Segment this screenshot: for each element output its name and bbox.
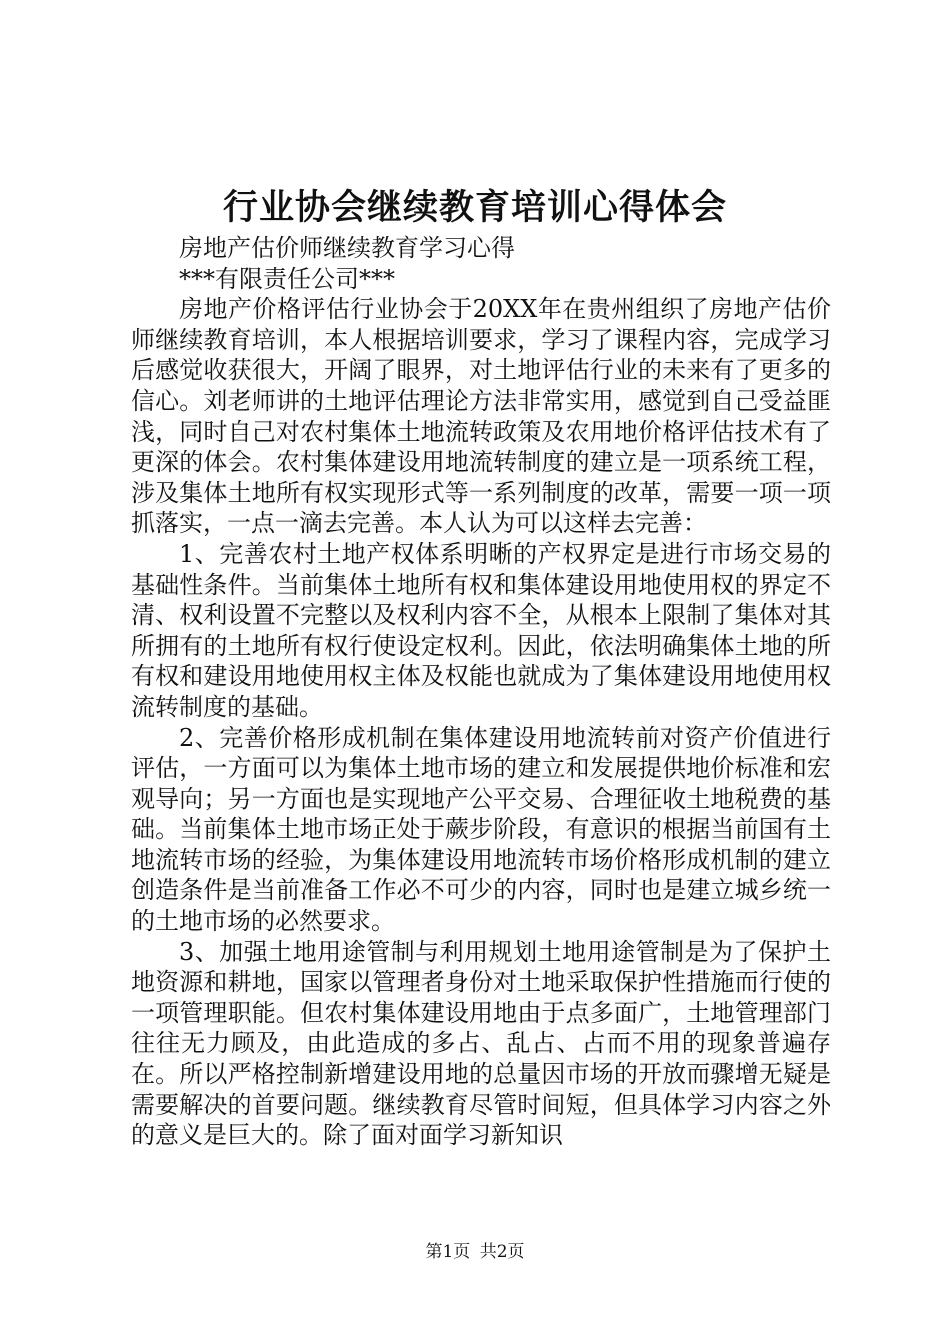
page-number-total: 共2页 xyxy=(479,1242,525,1262)
page-number-current: 第1页 xyxy=(425,1242,471,1262)
document-body xyxy=(131,233,831,1151)
page-footer xyxy=(0,1240,950,1264)
document-title: 行业协会继续教育培训心得体会 xyxy=(222,188,727,228)
intro-paragraph: 房地产价格评估行业协会于20XX年在贵州组织了房地产估价师继续教育培训，本人根据培训要求，学习了课程内容，完成学习后感觉收获很大，开阔了眼界，对土地评估行业的未来有了更多的信心。刘老师讲的土地评估理论方法非常实用，感觉到自己受益匪浅，同时自己对农村集体土地流转政策及农用地价格评估技术有了更深的体会。农村集体建设用地流转制度的建立是一项系统工程，涉及集体土地所有权实现形式等一系列制度的改革，需要一项一项抓落实，一点一滴去完善。本人认为可以这样去完善： xyxy=(131,295,831,538)
company-paragraph: ***有限责任公司*** xyxy=(179,264,395,293)
point-1-paragraph: 1、完善农村土地产权体系明晰的产权界定是进行市场交易的基础性条件。当前集体土地所有权和集体建设用地使用权的界定不清、权利设置不完整以及权利内容不全，从根本上限制了集体对其所拥有的土地所有权行使设定权利。因此，依法明确集体土地的所有权和建设用地使用权主体及权能也就成为了集体建设用地使用权流转制度的基础。 xyxy=(131,539,831,721)
point-2-paragraph: 2、完善价格形成机制在集体建设用地流转前对资产价值进行评估，一方面可以为集体土地市场的建立和发展提供地价标准和宏观导向；另一方面也是实现地产公平交易、合理征收土地税费的基础。当前集体土地市场正处于蕨步阶段，有意识的根据当前国有土地流转市场的经验，为集体建设用地流转市场价格形成机制的建立创造条件是当前准备工作必不可少的内容，同时也是建立城乡统一的土地市场的必然要求。 xyxy=(131,723,831,936)
point-3-paragraph: 3、加强土地用途管制与利用规划土地用途管制是为了保护土地资源和耕地，国家以管理者身份对土地采取保护性措施而行使的一项管理职能。但农村集体建设用地由于点多面广，土地管理部门往往无力顾及，由此造成的多占、乱占、占而不用的现象普遍存在。所以严格控制新增建设用地的总量因市场的开放而骤增无疑是需要解决的首要问题。继续教育尽管时间短，但具体学习内容之外的意义是巨大的。除了面对面学习新知识 xyxy=(131,937,831,1150)
subtitle-paragraph: 房地产估价师继续教育学习心得 xyxy=(179,234,515,262)
